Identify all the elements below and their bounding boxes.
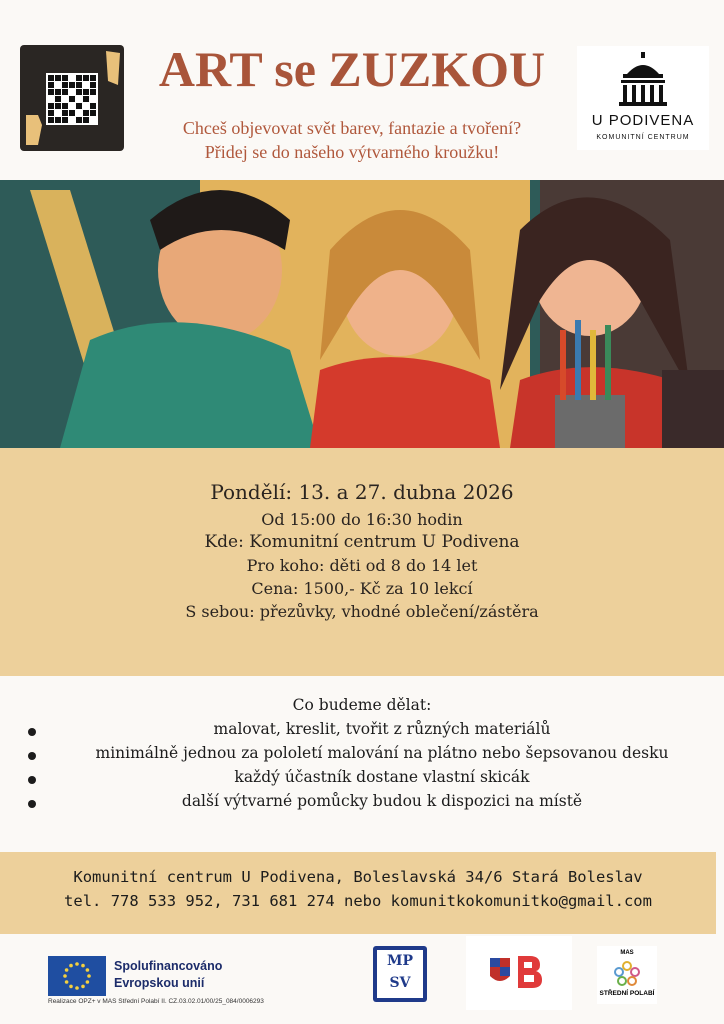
region-logo — [466, 936, 572, 1010]
mas-logo — [597, 946, 657, 1004]
bullet-icon — [28, 776, 36, 784]
event-place: Kde: Komunitní centrum U Podivena — [204, 532, 520, 552]
project-fine-print: Realizace OPZ+ v MAS Střední Polabí II. CZ.03.02.01/00/25_084/0006293 — [48, 998, 264, 1005]
qr-code-frame — [20, 45, 124, 151]
event-time: Od 15:00 do 16:30 hodin — [261, 510, 463, 529]
logo-subtitle: KOMUNITNÍ CENTRUM — [596, 134, 690, 141]
bullet-icon — [28, 800, 36, 808]
event-audience: Pro koho: děti od 8 do 14 let — [246, 556, 478, 575]
page-title: ART se ZUZKOU — [158, 41, 546, 97]
bullet-icon — [28, 728, 36, 736]
contact-phones-email[interactable]: tel. 778 533 952, 731 681 274 nebo komunitkokomunitko@gmail.com — [64, 892, 652, 910]
eu-line-1: Spolufinancováno — [114, 959, 223, 973]
hero-illustration — [0, 180, 724, 448]
mas-bottom-label: STŘEDNÍ POLABÍ — [599, 990, 655, 997]
mas-top-label: MAS — [620, 950, 634, 956]
event-price: Cena: 1500,- Kč za 10 lekcí — [251, 579, 473, 598]
mpsv-logo — [373, 946, 427, 1002]
subtitle-line-1: Chceš objevovat svět barev, fantazie a tvoření? — [182, 118, 522, 138]
bullet-icon — [28, 752, 36, 760]
subtitle-line-2: Přidej se do našeho výtvarného kroužku! — [204, 142, 500, 162]
building-icon — [613, 52, 673, 108]
eu-cofinanced-label — [114, 958, 222, 992]
hand-illustration — [20, 45, 124, 151]
children-drawing-illustration — [0, 180, 724, 448]
eu-line-2: Evropskou unií — [114, 976, 205, 990]
flower-icon — [612, 960, 642, 986]
event-bring: S sebou: přezůvky, vhodné oblečení/zástěra — [185, 602, 539, 621]
logo-name: U PODIVENA — [591, 112, 695, 129]
contact-band — [0, 852, 716, 934]
mpsv-line-1: MP — [386, 953, 414, 969]
event-date: Pondělí: 13. a 27. dubna 2026 — [210, 480, 514, 504]
coat-of-arms-icon — [466, 936, 572, 1010]
eu-flag-icon — [48, 956, 106, 996]
event-details — [0, 448, 724, 676]
activities-heading: Co budeme dělat: — [292, 696, 432, 714]
u-podivena-logo — [577, 46, 709, 150]
subtitle — [140, 116, 564, 164]
contact-address: Komunitní centrum U Podivena, Boleslavská 34/6 Stará Boleslav — [73, 868, 643, 886]
mpsv-line-2: SV — [389, 975, 411, 991]
